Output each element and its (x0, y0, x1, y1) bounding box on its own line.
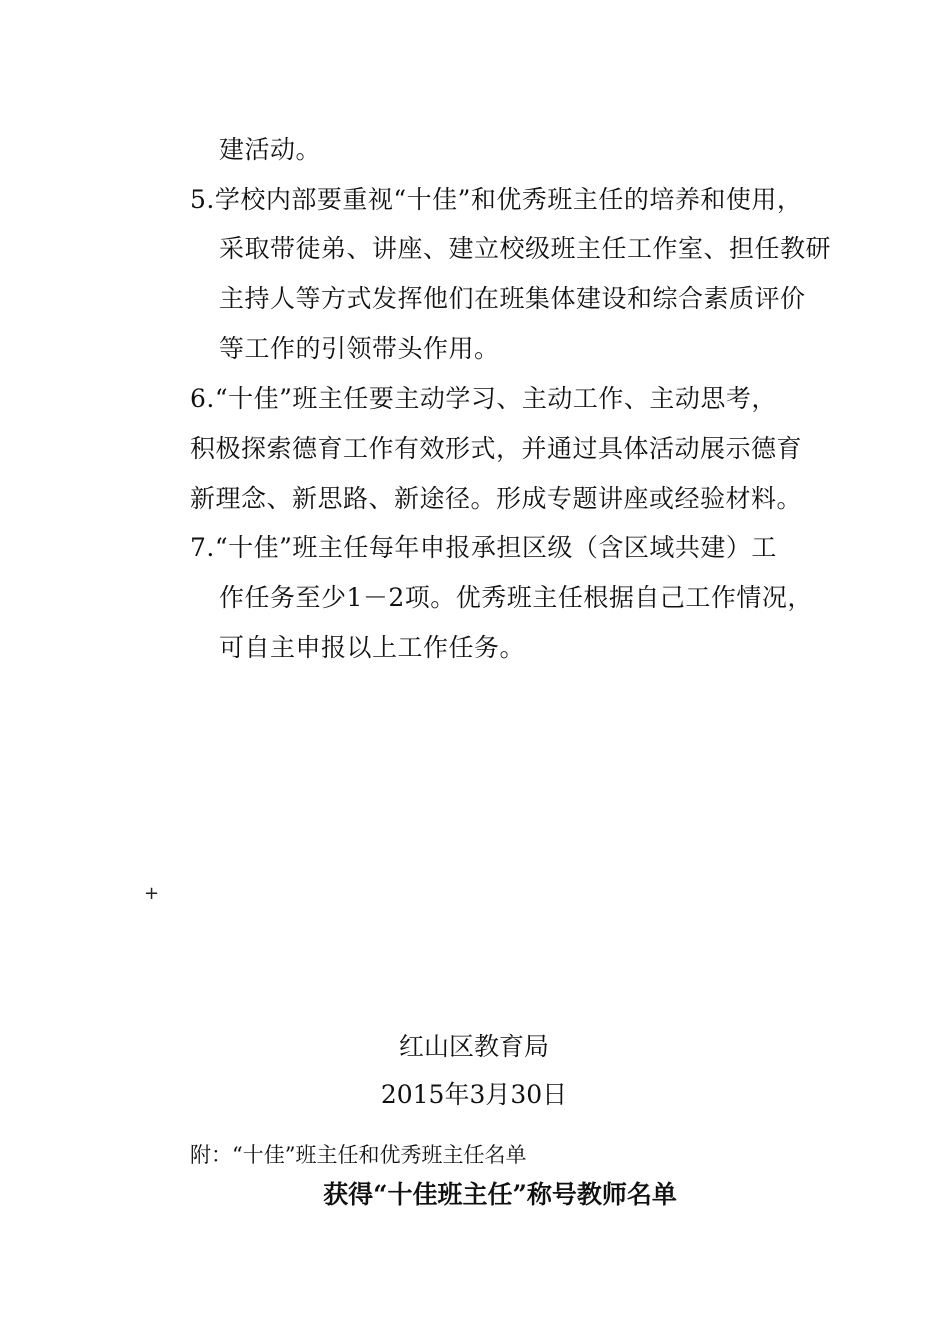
issue-date: 2015年3月30日 (380, 1080, 568, 1109)
attachment-note: 附：“十佳”班主任和优秀班主任名单 (190, 1143, 527, 1167)
body-line: 积极探索德育工作有效形式，并通过具体活动展示德育 (190, 434, 803, 463)
body-line: 新理念、新思路、新途径。形成专题讲座或经验材料。 (190, 484, 803, 513)
list-title: 获得“十佳班主任”称号教师名单 (323, 1180, 677, 1209)
issuing-organization: 红山区教育局 (398, 1032, 549, 1061)
body-line: 等工作的引领带头作用。 (219, 334, 500, 363)
body-line: 6.“十佳”班主任要主动学习、主动工作、主动思考， (190, 384, 777, 413)
body-line: 7.“十佳”班主任每年申报承担区级（含区域共建）工 (190, 533, 777, 562)
plus-marker: + (144, 883, 160, 904)
body-line: 主持人等方式发挥他们在班集体建设和综合素质评价 (219, 284, 806, 313)
body-line: 建活动。 (219, 135, 322, 164)
body-line: 可自主申报以上工作任务。 (219, 633, 526, 662)
body-line: 作任务至少1－2项。优秀班主任根据自己工作情况， (219, 583, 813, 612)
body-line: 5.学校内部要重视“十佳”和优秀班主任的培养和使用， (190, 185, 803, 214)
body-line: 采取带徒弟、讲座、建立校级班主任工作室、担任教研 (219, 234, 832, 263)
